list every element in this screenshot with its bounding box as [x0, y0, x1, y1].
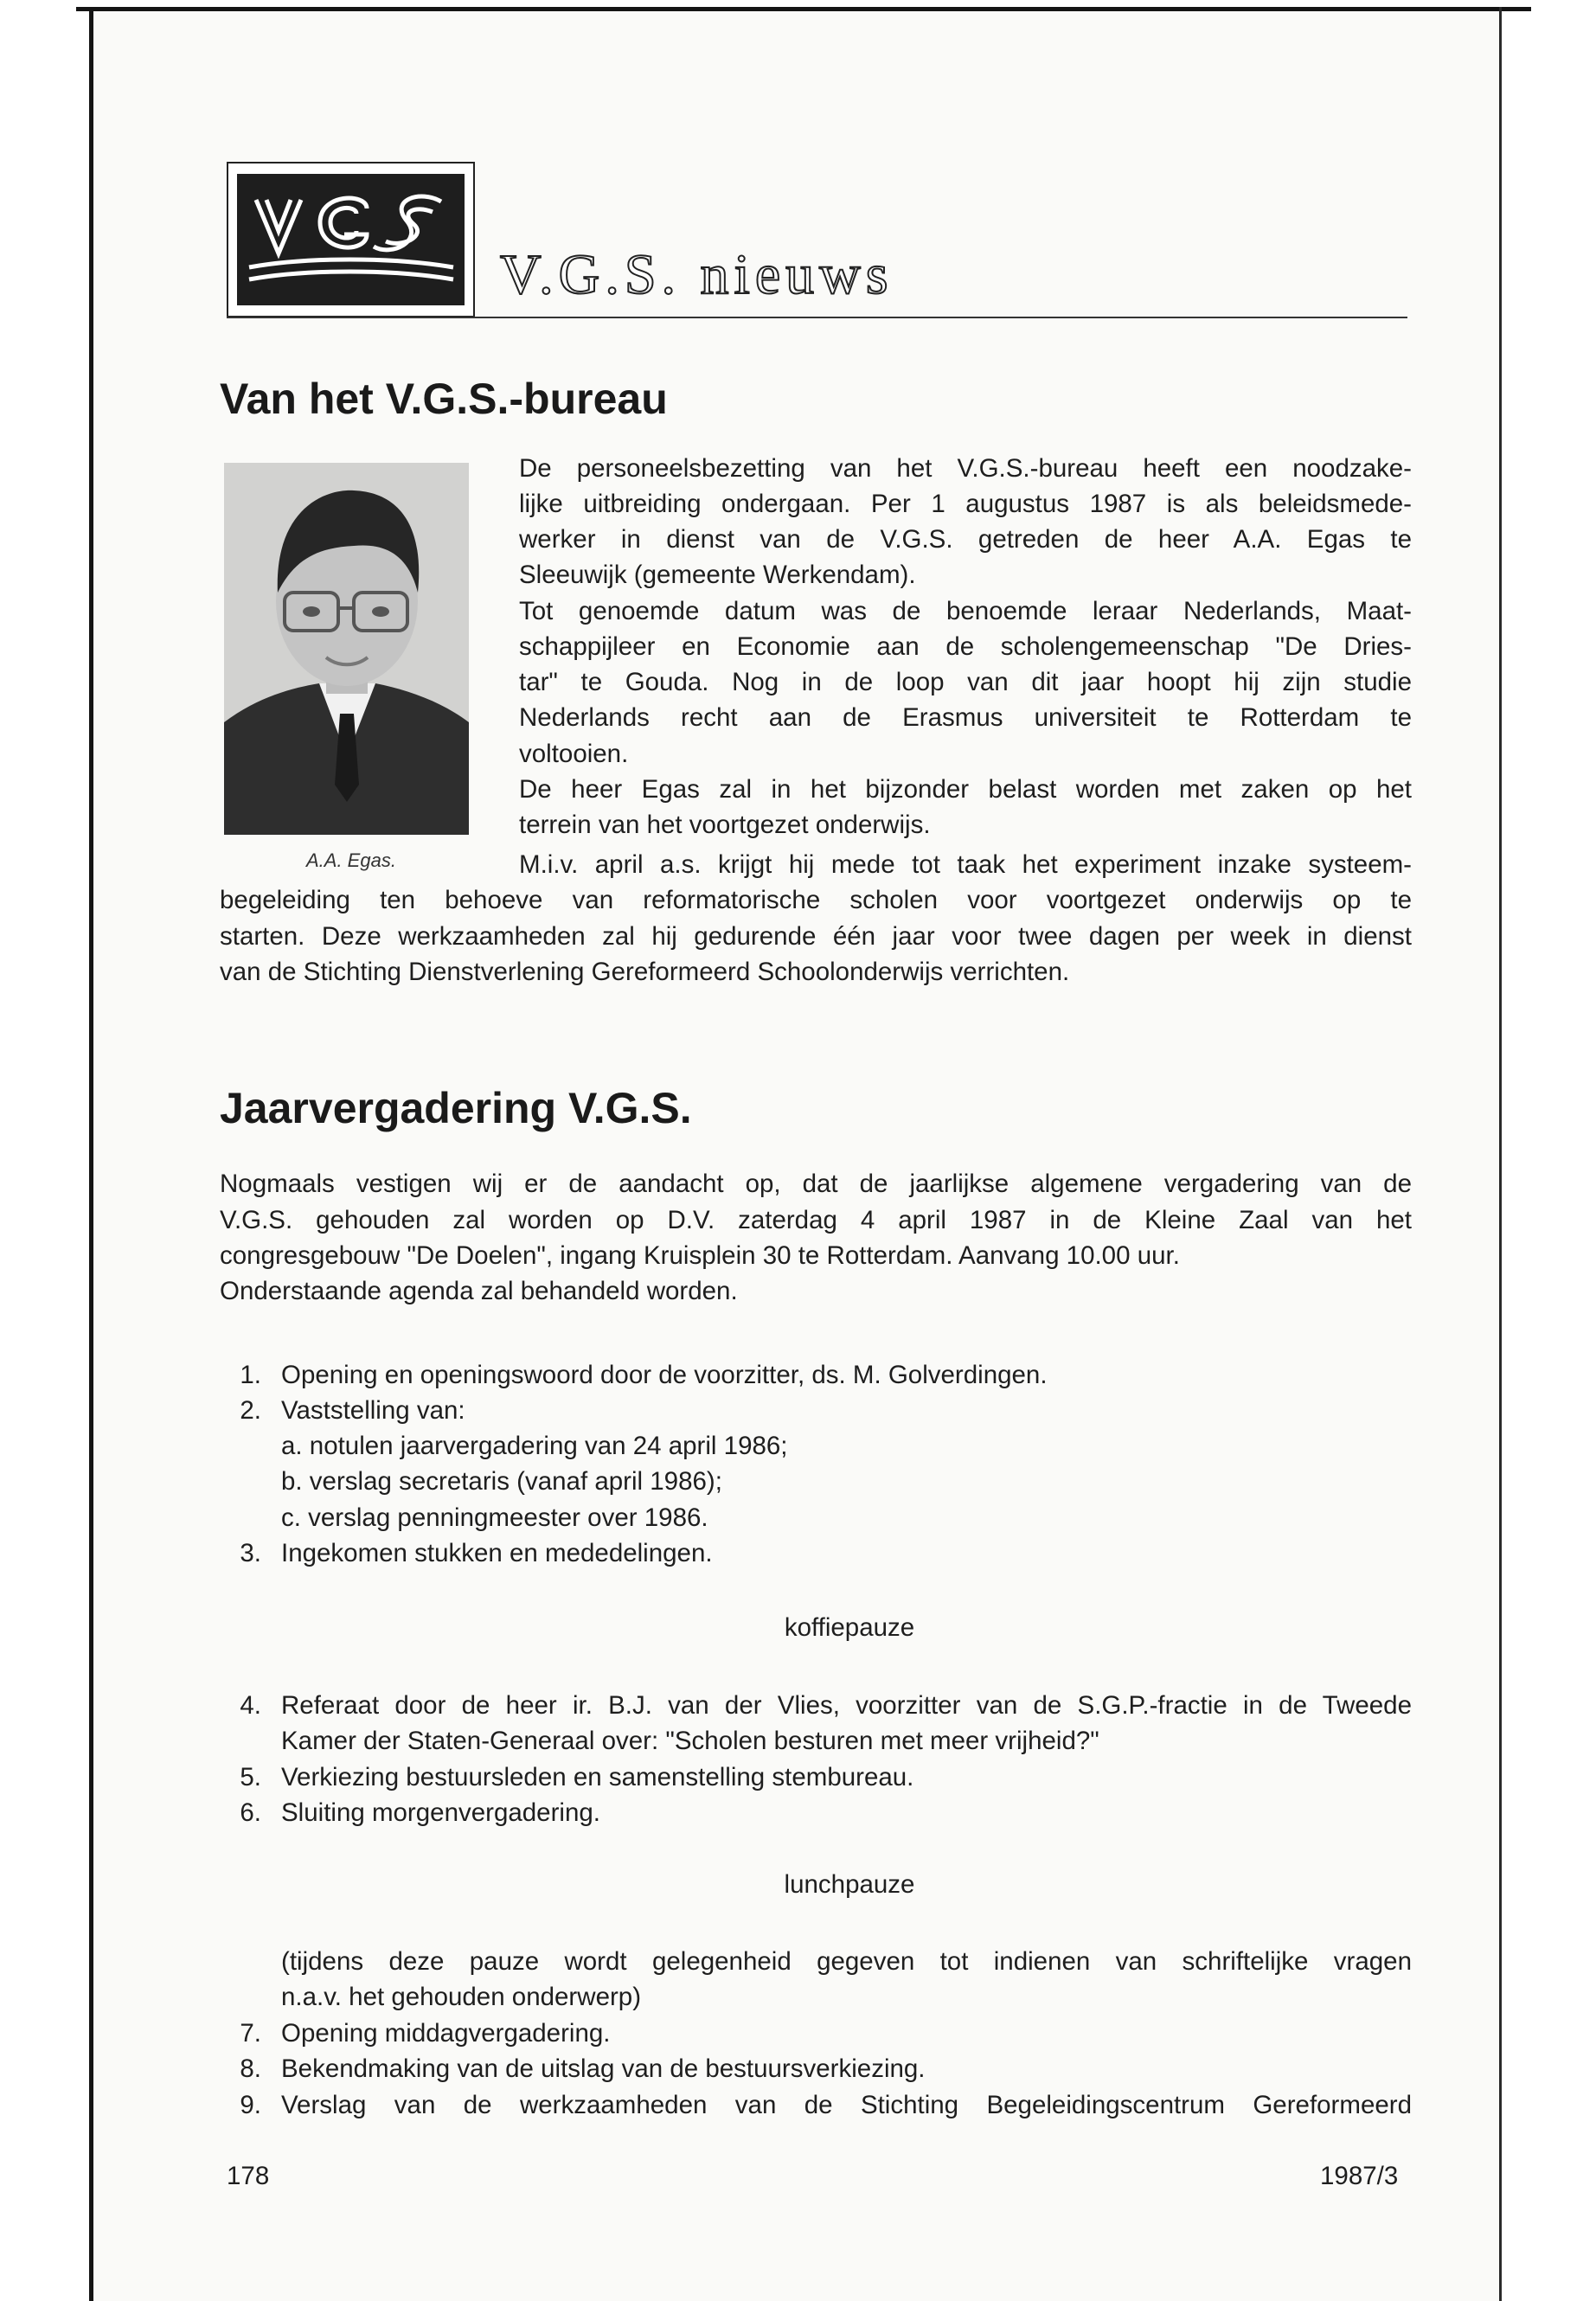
agenda-item: Opening middagvergadering.: [281, 2019, 611, 2048]
agenda-number: 7.: [240, 2019, 261, 2048]
vgs-logo: [227, 162, 475, 317]
break-koffiepauze: koffiepauze: [784, 1613, 915, 1642]
intro-line-2: V.G.S. gehouden zal worden op D.V. zaterdag 4 april 1987 in de Kleine Zaal van het: [220, 1206, 1412, 1234]
agenda-number: 5.: [240, 1763, 261, 1791]
bureau-line-2: lijke uitbreiding ondergaan. Per 1 augustus 1987 is als beleidsmede-: [519, 490, 1412, 518]
bureau-line-7: tar" te Gouda. Nog in de loop van dit jaar hoopt hij zijn studie: [519, 668, 1412, 696]
bureau-line-6: schappijleer en Economie aan de scholengemeenschap "De Dries-: [519, 632, 1412, 661]
scan-border-left: [89, 7, 93, 2301]
agenda-item: Ingekomen stukken en mededelingen.: [281, 1539, 713, 1567]
vgs-logo-glyph-icon: [237, 174, 465, 305]
agenda-item: Vaststelling van:: [281, 1396, 465, 1425]
section-heading-jaarvergadering: Jaarvergadering V.G.S.: [220, 1084, 692, 1132]
agenda-number: 6.: [240, 1798, 261, 1827]
agenda-number: 8.: [240, 2054, 261, 2083]
agenda-item: Bekendmaking van de uitslag van de bestuursverkiezing.: [281, 2054, 926, 2083]
masthead-rule: [227, 317, 1407, 318]
intro-line-3: congresgebouw "De Doelen", ingang Kruisplein 30 te Rotterdam. Aanvang 10.00 uur.: [220, 1241, 1180, 1270]
agenda-item-continued: Kamer der Staten-Generaal over: "Scholen besturen met meer vrijheid?": [281, 1727, 1099, 1755]
intro-line-4: Onderstaande agenda zal behandeld worden.: [220, 1277, 738, 1305]
bureau-line-5: Tot genoemde datum was de benoemde leraar Nederlands, Maat-: [519, 597, 1412, 625]
vgs-logo-mark: [237, 174, 465, 305]
agenda-note: (tijdens deze pauze wordt gelegenheid gegeven tot indienen van schriftelijke vragen: [281, 1947, 1412, 1976]
bureau-line-1: De personeelsbezetting van het V.G.S.-bureau heeft een noodzake-: [519, 454, 1412, 483]
issue-number: 1987/3: [1320, 2162, 1399, 2190]
agenda-item: Verkiezing bestuursleden en samenstelling stembureau.: [281, 1763, 914, 1791]
bureau-full-line-1: begeleiding ten behoeve van reformatorische scholen voor voortgezet onderwijs op te: [220, 886, 1412, 914]
agenda-number: 9.: [240, 2091, 261, 2119]
bureau-line-11: terrein van het voortgezet onderwijs.: [519, 811, 931, 839]
bureau-full-line-3: van de Stichting Dienstverlening Gereformeerd Schoolonderwijs verrichten.: [220, 958, 1070, 986]
agenda-number: 3.: [240, 1539, 261, 1567]
agenda-number: 2.: [240, 1396, 261, 1425]
bureau-line-12: M.i.v. april a.s. krijgt hij mede tot taak het experiment inzake systeem-: [519, 850, 1412, 879]
agenda-note-continued: n.a.v. het gehouden onderwerp): [281, 1983, 642, 2011]
masthead-title: V.G.S. nieuws: [500, 243, 894, 306]
section-heading-bureau: Van het V.G.S.-bureau: [220, 375, 668, 423]
intro-line-1: Nogmaals vestigen wij er de aandacht op, dat de jaarlijkse algemene vergadering van de: [220, 1170, 1412, 1198]
agenda-subitem: b. verslag secretaris (vanaf april 1986);: [281, 1467, 722, 1496]
agenda-subitem: a. notulen jaarvergadering van 24 april 1986;: [281, 1432, 788, 1460]
agenda-item: Referaat door de heer ir. B.J. van der Vlies, voorzitter van de S.G.P.-fractie in de Tweede: [281, 1691, 1412, 1720]
bureau-line-8: Nederlands recht aan de Erasmus universiteit te Rotterdam te: [519, 703, 1412, 732]
agenda-item: Sluiting morgenvergadering.: [281, 1798, 600, 1827]
bureau-full-line-2: starten. Deze werkzaamheden zal hij gedurende één jaar voor twee dagen per week in dienst: [220, 922, 1412, 951]
bureau-line-9: voltooien.: [519, 740, 629, 768]
bureau-line-4: Sleeuwijk (gemeente Werkendam).: [519, 561, 916, 589]
portrait-figure-icon: [224, 463, 469, 835]
photo-caption: A.A. Egas.: [306, 849, 396, 871]
agenda-number: 4.: [240, 1691, 261, 1720]
break-lunchpauze: lunchpauze: [784, 1870, 915, 1899]
scan-border-right: [1499, 7, 1502, 2301]
page-number: 178: [227, 2162, 270, 2190]
bureau-line-10: De heer Egas zal in het bijzonder belast worden met zaken op het: [519, 775, 1412, 804]
bureau-line-3: werker in dienst van de V.G.S. getreden de heer A.A. Egas te: [519, 525, 1412, 554]
agenda-number: 1.: [240, 1361, 261, 1389]
agenda-item: Opening en openingswoord door de voorzitter, ds. M. Golverdingen.: [281, 1361, 1048, 1389]
portrait-photo: [224, 463, 469, 835]
agenda-item: Verslag van de werkzaamheden van de Stichting Begeleidingscentrum Gereformeerd: [281, 2091, 1412, 2119]
agenda-subitem: c. verslag penningmeester over 1986.: [281, 1503, 708, 1532]
